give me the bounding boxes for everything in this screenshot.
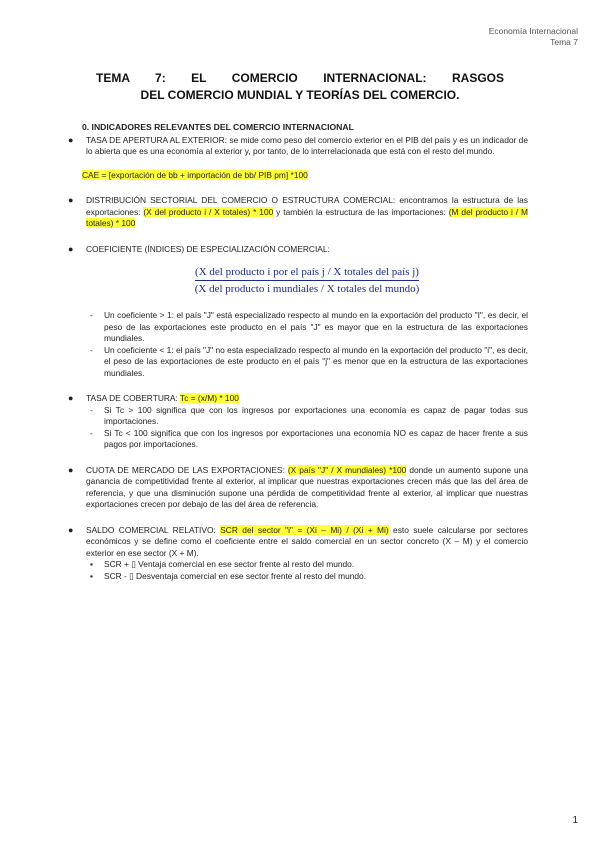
document-body: [68, 122, 528, 582]
dash-marker: -: [90, 310, 93, 320]
bullet-icon: ●: [68, 524, 74, 535]
distribucion-highlight-m: (M del producto i / M totales) * 100: [86, 206, 528, 228]
page-number: 1: [572, 815, 578, 826]
bullet-marker: ▪: [90, 559, 93, 569]
section-heading: 0. INDICADORES RELEVANTES DEL COMERCIO INTERNACIONAL: [82, 122, 354, 132]
bullet-icon: ●: [68, 195, 74, 205]
cobertura-highlight: Tc = (x/M) * 100: [180, 393, 239, 403]
bullet-apertura: [68, 134, 528, 158]
cobertura-label: TASA DE COBERTURA:: [86, 393, 181, 403]
cae-highlight: CAE = [exportación de bb + importación de bb/ PIB pm] *100: [82, 169, 308, 180]
cuota-label: CUOTA DE MERCADO DE LAS EXPORTACIONES:: [86, 464, 288, 475]
bullet-especializacion: [68, 243, 528, 256]
title-line-2: DEL COMERCIO MUNDIAL Y TEORÍAS DEL COMERCIO.: [140, 88, 460, 102]
title-line-1: TEMA 7: EL COMERCIO INTERNACIONAL: RASGOS: [96, 71, 504, 85]
dash-marker: -: [90, 344, 93, 355]
saldo-item-1: [86, 559, 528, 571]
cobertura-item-2: [86, 428, 528, 451]
especializacion-label: COEFICIENTE (ÍNDICES) DE ESPECIALIZACIÓN COMERCIAL:: [86, 243, 330, 254]
especializacion-item-1-text: Un coeficiente > 1: el país "J" está especializado respecto al mundo en la exportación del producto "I", es decir, el peso de las exportaciones este producto en el país "J" es mayor que en la estructura de las exportaciones mundiales.: [104, 310, 528, 343]
bullet-marker: ▪: [90, 570, 93, 581]
distribucion-text-2: y también la estructura de las importaciones:: [273, 206, 449, 217]
especializacion-formula: [86, 265, 528, 296]
cuota-text: donde un aumento supone una ganancia de competitividad frente al exterior, al implicar que nuestras exportaciones crecen más que las del área de referencia, y que una disminución supone una pérdida de competitividad frente al exterior, al implicar que nuestras exportaciones crecen por debajo de las del área de referencia.: [86, 464, 528, 509]
formula-denominator: (X del producto i mundiales / X totales del mundo): [194, 283, 420, 295]
dash-marker: -: [90, 427, 93, 438]
apertura-text: TASA DE APERTURA AL EXTERIOR: se mide como peso del comercio exterior en el PIB del país y es un indicador de lo abierta que es una economía al exterior y, por tanto, de lo interrelacionada que está con el resto del mundo.: [86, 134, 528, 156]
bullet-icon: ●: [68, 464, 74, 475]
bullet-cobertura: [68, 393, 528, 405]
distribucion-highlight-x: (X del producto i / X totales) * 100: [143, 206, 274, 217]
bullet-icon: ●: [68, 134, 74, 145]
dash-marker: -: [90, 404, 93, 415]
saldo-item-2-text: SCR - ▯ Desventaja comercial en ese sector frente al resto del mundo.: [104, 570, 367, 581]
fraction-line: [195, 280, 419, 281]
saldo-item-2: [86, 571, 528, 583]
cobertura-item-2-text: Si Tc < 100 significa que con los ingresos por exportaciones una economía NO es capaz de hacer frente a sus pagos por importaciones.: [104, 427, 528, 449]
especializacion-item-2: [86, 345, 528, 380]
cuota-highlight: (X país "J" / X mundiales) *100: [287, 464, 407, 475]
running-header: [489, 26, 578, 48]
cobertura-item-1: [86, 405, 528, 428]
cae-formula: [82, 170, 528, 182]
saldo-label: SALDO COMERCIAL RELATIVO:: [86, 524, 221, 535]
especializacion-item-2-text: Un coeficiente < 1: el país "J" no esta especializado respecto al mundo en la exportación del producto "i", es decir, el peso de las exportaciones de este producto en el país "j" es menor que en la estructura de las exportaciones mundiales.: [104, 344, 528, 378]
cobertura-item-1-text: Si Tc > 100 significa que con los ingresos por exportaciones una economía es capaz de pagar todas sus importaciones.: [104, 404, 528, 426]
bullet-distribucion: [68, 195, 528, 230]
especializacion-item-1: [86, 310, 528, 345]
bullet-icon: ●: [68, 393, 74, 403]
saldo-highlight: SCR del sector "i" = (Xi – Mi) / (Xi + Mi): [220, 524, 389, 535]
saldo-text: esto suele calcularse por sectores económicos y se define como el coeficiente entre el saldo comercial en un sector concreto (X – M) y el comercio exterior en ese sector (X + M).: [86, 524, 528, 558]
distribucion-text: DISTRIBUCIÓN SECTORIAL DEL COMERCIO O ESTRUCTURA COMERCIAL: encontramos la estructura de las exportaciones:: [86, 195, 528, 217]
bullet-saldo: [68, 524, 528, 560]
header-course: Economía Internacional: [488, 26, 578, 36]
bullet-icon: ●: [68, 243, 74, 254]
page-title: [96, 70, 504, 104]
header-topic: Tema 7: [550, 37, 578, 47]
bullet-cuota: [68, 464, 528, 511]
formula-numerator: (X del producto i por el país j / X totales del país j): [195, 266, 419, 278]
saldo-item-1-text: SCR + ▯ Ventaja comercial en ese sector frente al resto del mundo.: [104, 559, 355, 569]
